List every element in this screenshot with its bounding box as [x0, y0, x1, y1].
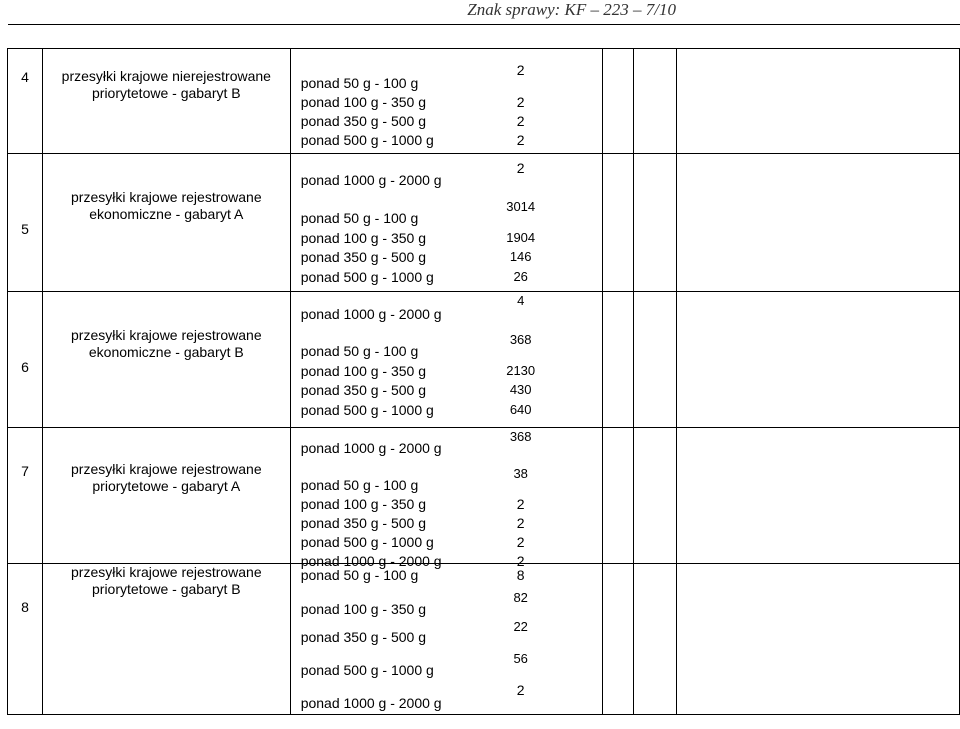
quantity: 368 — [509, 332, 532, 347]
empty-cell — [677, 154, 960, 292]
quantity: 8 — [516, 567, 525, 583]
weight-range: ponad 500 g - 1000 g — [300, 402, 434, 418]
case-reference: Znak sprawy: KF – 223 – 7/10 — [467, 0, 676, 19]
quantity: 2 — [516, 515, 525, 531]
quantity: 2 — [516, 553, 525, 569]
weight-quantity-cell — [290, 564, 603, 715]
weight-range: ponad 350 g - 500 g — [300, 113, 427, 129]
row-number: 5 — [21, 221, 29, 237]
weight-range: ponad 100 g - 350 g — [300, 230, 427, 246]
weight-range: ponad 1000 g - 2000 g — [300, 172, 442, 188]
table-row — [8, 564, 960, 715]
weight-range: ponad 50 g - 100 g — [300, 210, 419, 226]
table-row — [8, 428, 960, 564]
weight-quantity-cell — [290, 428, 603, 569]
weight-quantity-cell — [290, 49, 603, 154]
weight-range: ponad 1000 g - 2000 g — [300, 695, 442, 711]
weight-range: ponad 350 g - 500 g — [300, 382, 427, 398]
shipment-type-cell — [42, 49, 290, 154]
weight-range: ponad 500 g - 1000 g — [300, 534, 434, 550]
row-number-cell — [8, 292, 43, 428]
shipment-type-line: przesyłki krajowe nierejestrowane — [61, 68, 271, 84]
empty-cell — [634, 564, 677, 715]
weight-range: ponad 100 g - 350 g — [300, 601, 427, 617]
empty-cell — [677, 49, 960, 154]
row-number: 6 — [21, 359, 29, 375]
weight-range: ponad 100 g - 350 g — [300, 363, 427, 379]
shipment-type-line: priorytetowe - gabaryt B — [92, 85, 241, 101]
shipment-type-cell — [42, 292, 290, 428]
quantity: 2 — [516, 132, 525, 148]
shipments-table — [7, 48, 960, 715]
weight-range: ponad 100 g - 350 g — [300, 94, 427, 110]
quantity: 4 — [517, 293, 525, 308]
quantity: 26 — [513, 269, 528, 284]
shipment-type-line: ekonomiczne - gabaryt B — [88, 344, 244, 360]
weight-quantity-cell — [290, 292, 603, 428]
row-number-cell — [8, 154, 43, 292]
quantity: 430 — [509, 382, 532, 397]
empty-cell — [634, 292, 677, 428]
weight-range: ponad 1000 g - 2000 g — [300, 306, 442, 322]
weight-range: ponad 350 g - 500 g — [300, 249, 427, 265]
quantity: 2 — [516, 113, 525, 129]
shipment-type-cell — [42, 428, 290, 564]
empty-cell — [677, 428, 960, 564]
weight-range: ponad 50 g - 100 g — [300, 477, 419, 493]
weight-range: ponad 350 g - 500 g — [300, 629, 427, 645]
table-row — [8, 49, 960, 154]
quantity: 82 — [513, 590, 528, 605]
empty-cell — [603, 428, 634, 564]
row-number: 4 — [21, 69, 29, 85]
quantity: 2 — [516, 496, 525, 512]
empty-cell — [603, 154, 634, 292]
shipment-type-cell — [42, 154, 290, 292]
quantity: 146 — [509, 249, 532, 264]
quantity: 2 — [516, 62, 525, 78]
weight-range: ponad 350 g - 500 g — [300, 515, 427, 531]
shipment-type-line: przesyłki krajowe rejestrowane — [71, 461, 262, 477]
table-row — [8, 154, 960, 292]
row-number: 7 — [21, 463, 29, 479]
quantity: 368 — [509, 429, 532, 444]
row-number-cell — [8, 428, 43, 564]
shipment-type-line: przesyłki krajowe rejestrowane — [71, 327, 262, 343]
empty-cell — [603, 292, 634, 428]
empty-cell — [677, 292, 960, 428]
empty-cell — [634, 49, 677, 154]
quantity: 2130 — [506, 363, 536, 378]
quantity: 2 — [516, 682, 525, 698]
shipment-type-line: ekonomiczne - gabaryt A — [89, 206, 244, 222]
weight-range: ponad 50 g - 100 g — [300, 343, 419, 359]
quantity: 1904 — [506, 230, 536, 245]
shipment-type-cell — [42, 564, 290, 715]
empty-cell — [677, 564, 960, 715]
quantity: 22 — [513, 619, 528, 634]
row-number-cell — [8, 564, 43, 715]
weight-range: ponad 500 g - 1000 g — [300, 269, 434, 285]
quantity: 2 — [516, 534, 525, 550]
empty-cell — [603, 49, 634, 154]
row-number: 8 — [21, 599, 29, 615]
empty-cell — [634, 428, 677, 564]
weight-range: ponad 50 g - 100 g — [300, 75, 419, 91]
quantity: 2 — [516, 94, 525, 110]
quantity: 38 — [513, 466, 528, 481]
weight-quantity-cell — [290, 154, 603, 292]
weight-range: ponad 1000 g - 2000 g — [300, 553, 442, 569]
shipment-type-line: przesyłki krajowe rejestrowane — [71, 189, 262, 205]
quantity: 640 — [509, 402, 532, 417]
quantity: 3014 — [506, 199, 536, 214]
weight-range: ponad 500 g - 1000 g — [300, 662, 434, 678]
quantity: 2 — [516, 160, 525, 176]
shipment-type-line: przesyłki krajowe rejestrowane — [71, 564, 262, 580]
row-number-cell — [8, 49, 43, 154]
shipment-type-line: priorytetowe - gabaryt A — [92, 478, 241, 494]
empty-cell — [603, 564, 634, 715]
weight-range: ponad 500 g - 1000 g — [300, 132, 434, 148]
header-rule — [8, 24, 960, 25]
quantity: 56 — [513, 651, 528, 666]
weight-range: ponad 1000 g - 2000 g — [300, 440, 442, 456]
weight-range: ponad 100 g - 350 g — [300, 496, 427, 512]
shipment-type-line: priorytetowe - gabaryt B — [92, 581, 241, 597]
weight-range: ponad 50 g - 100 g — [300, 567, 419, 583]
table-row — [8, 292, 960, 428]
empty-cell — [634, 154, 677, 292]
